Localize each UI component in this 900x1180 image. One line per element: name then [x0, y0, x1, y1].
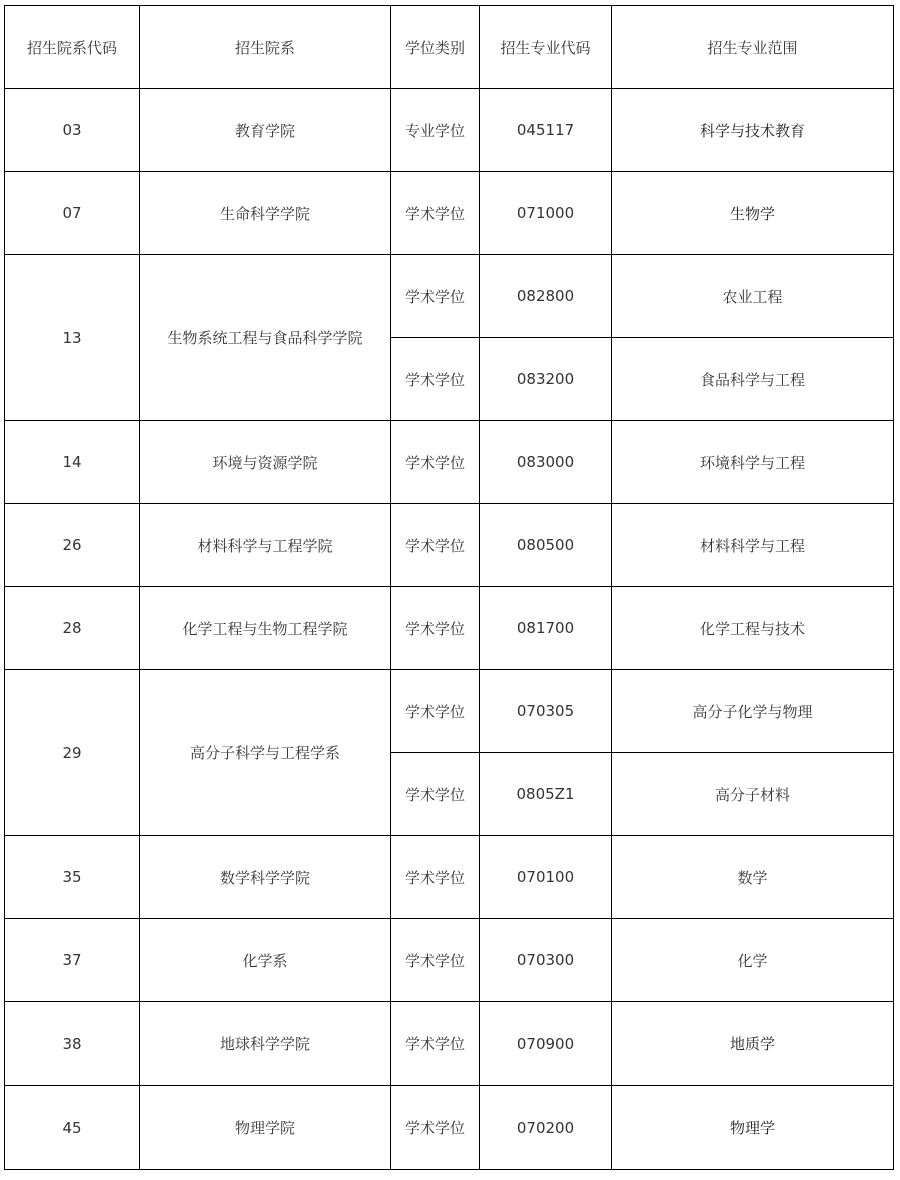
table-row — [5, 504, 894, 587]
major-cell: 材料科学与工程 — [612, 504, 894, 587]
dept-cell: 教育学院 — [140, 89, 391, 172]
dept-cell: 环境与资源学院 — [140, 421, 391, 504]
major-code-cell: 083200 — [480, 338, 612, 421]
major-code-cell: 0805Z1 — [480, 753, 612, 836]
major-cell: 高分子材料 — [612, 753, 894, 836]
major-cell: 数学 — [612, 836, 894, 919]
degree-cell: 学术学位 — [391, 504, 480, 587]
table-row — [5, 836, 894, 919]
dept-code-cell: 45 — [5, 1086, 140, 1170]
degree-cell: 学术学位 — [391, 255, 480, 338]
degree-cell: 学术学位 — [391, 421, 480, 504]
major-cell: 环境科学与工程 — [612, 421, 894, 504]
table-row — [5, 89, 894, 172]
dept-cell: 化学工程与生物工程学院 — [140, 587, 391, 670]
dept-code-cell: 07 — [5, 172, 140, 255]
dept-code-cell: 03 — [5, 89, 140, 172]
table-row — [5, 172, 894, 255]
major-code-cell: 045117 — [480, 89, 612, 172]
header-major: 招生专业范围 — [612, 6, 894, 89]
major-code-cell: 070100 — [480, 836, 612, 919]
header-degree: 学位类别 — [391, 6, 480, 89]
dept-code-cell: 38 — [5, 1002, 140, 1086]
degree-cell: 学术学位 — [391, 338, 480, 421]
major-code-cell: 070900 — [480, 1002, 612, 1086]
dept-code-cell: 29 — [5, 670, 140, 836]
table-row — [5, 421, 894, 504]
dept-code-cell: 28 — [5, 587, 140, 670]
major-code-cell: 070200 — [480, 1086, 612, 1170]
major-code-cell: 083000 — [480, 421, 612, 504]
major-cell: 物理学 — [612, 1086, 894, 1170]
degree-cell: 学术学位 — [391, 1086, 480, 1170]
table-row — [5, 1086, 894, 1170]
dept-cell: 地球科学学院 — [140, 1002, 391, 1086]
degree-cell: 学术学位 — [391, 1002, 480, 1086]
dept-code-cell: 14 — [5, 421, 140, 504]
degree-cell: 学术学位 — [391, 670, 480, 753]
dept-cell: 高分子科学与工程学系 — [140, 670, 391, 836]
major-code-cell: 082800 — [480, 255, 612, 338]
degree-cell: 学术学位 — [391, 753, 480, 836]
dept-cell: 物理学院 — [140, 1086, 391, 1170]
dept-cell: 化学系 — [140, 919, 391, 1002]
dept-cell: 数学科学学院 — [140, 836, 391, 919]
major-cell: 食品科学与工程 — [612, 338, 894, 421]
degree-cell: 学术学位 — [391, 836, 480, 919]
dept-cell: 生物系统工程与食品科学学院 — [140, 255, 391, 421]
dept-cell: 材料科学与工程学院 — [140, 504, 391, 587]
major-code-cell: 080500 — [480, 504, 612, 587]
dept-code-cell: 35 — [5, 836, 140, 919]
degree-cell: 学术学位 — [391, 587, 480, 670]
major-cell: 高分子化学与物理 — [612, 670, 894, 753]
major-code-cell: 070300 — [480, 919, 612, 1002]
header-dept: 招生院系 — [140, 6, 391, 89]
major-code-cell: 070305 — [480, 670, 612, 753]
major-cell: 科学与技术教育 — [612, 89, 894, 172]
major-cell: 化学工程与技术 — [612, 587, 894, 670]
dept-cell: 生命科学学院 — [140, 172, 391, 255]
header-dept-code: 招生院系代码 — [5, 6, 140, 89]
degree-cell: 学术学位 — [391, 919, 480, 1002]
major-cell: 化学 — [612, 919, 894, 1002]
table-row — [5, 919, 894, 1002]
major-cell: 地质学 — [612, 1002, 894, 1086]
table-row — [5, 587, 894, 670]
table-row — [5, 670, 894, 753]
degree-cell: 专业学位 — [391, 89, 480, 172]
header-major-code: 招生专业代码 — [480, 6, 612, 89]
major-code-cell: 081700 — [480, 587, 612, 670]
admissions-table — [4, 5, 894, 1170]
major-cell: 农业工程 — [612, 255, 894, 338]
dept-code-cell: 37 — [5, 919, 140, 1002]
dept-code-cell: 26 — [5, 504, 140, 587]
major-code-cell: 071000 — [480, 172, 612, 255]
header-row — [5, 6, 894, 89]
dept-code-cell: 13 — [5, 255, 140, 421]
table-row — [5, 255, 894, 338]
major-cell: 生物学 — [612, 172, 894, 255]
table-row — [5, 1002, 894, 1086]
degree-cell: 学术学位 — [391, 172, 480, 255]
